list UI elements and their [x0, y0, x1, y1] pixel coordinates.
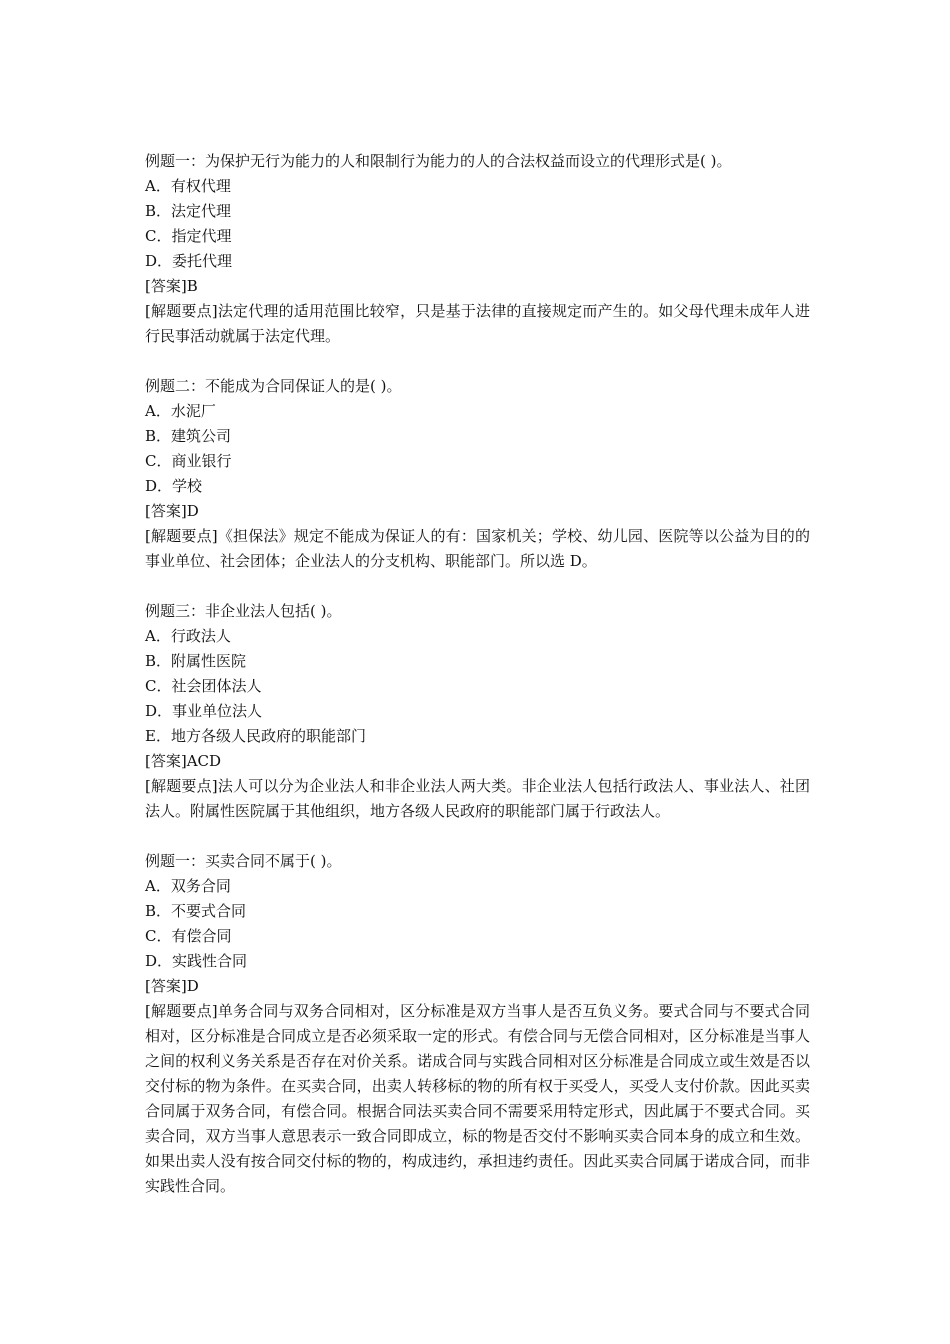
option-c: C．有偿合同 [145, 927, 232, 945]
analysis: [解题要点]法人可以分为企业法人和非企业法人两大类。非企业法人包括行政法人、事业法人、社团法人。附属性医院属于其他组织，地方各级人民政府的职能部门属于行政法人。 [145, 777, 810, 820]
question-block-2 [145, 374, 810, 574]
analysis: [解题要点]单务合同与双务合同相对，区分标准是双方当事人是否互负义务。要式合同与不要式合同相对，区分标准是合同成立是否必须采取一定的形式。有偿合同与无偿合同相对，区分标准是当事人之间的权利义务关系是否存在对价关系。诺成合同与实践合同相对区分标准是合同成立或生效是否以交付标的物为条件。在买卖合同，出卖人转移标的物的所有权于买受人，买受人支付价款。因此买卖合同属于双务合同，有偿合同。根据合同法买卖合同不需要采用特定形式，因此属于不要式合同。买卖合同，双方当事人意思表示一致合同即成立，标的物是否交付不影响买卖合同本身的成立和生效。如果出卖人没有按合同交付标的物的，构成违约，承担违约责任。因此买卖合同属于诺成合同，而非实践性合同。 [145, 1002, 810, 1195]
option-b: B．法定代理 [145, 202, 232, 220]
option-d: D．委托代理 [145, 252, 233, 270]
option-c: C．社会团体法人 [145, 677, 262, 695]
answer: [答案]B [145, 277, 198, 295]
document-body [145, 149, 810, 1224]
answer: [答案]ACD [145, 752, 222, 770]
option-c: C．商业银行 [145, 452, 232, 470]
option-d: D．事业单位法人 [145, 702, 263, 720]
option-a: A．有权代理 [145, 177, 231, 195]
option-b: B．建筑公司 [145, 427, 232, 445]
answer: [答案]D [145, 977, 199, 995]
analysis: [解题要点]法定代理的适用范围比较窄，只是基于法律的直接规定而产生的。如父母代理未成年人进行民事活动就属于法定代理。 [145, 302, 810, 345]
question-block-4 [145, 849, 810, 1199]
option-c: C．指定代理 [145, 227, 232, 245]
answer: [答案]D [145, 502, 199, 520]
question-stem: 例题三：非企业法人包括( )。 [145, 602, 342, 620]
option-e: E．地方各级人民政府的职能部门 [145, 727, 366, 745]
question-stem: 例题二：不能成为合同保证人的是( )。 [145, 377, 402, 395]
question-block-1 [145, 149, 810, 349]
option-b: B．不要式合同 [145, 902, 247, 920]
question-block-3 [145, 599, 810, 824]
question-stem: 例题一：为保护无行为能力的人和限制行为能力的人的合法权益而设立的代理形式是( )。 [145, 152, 732, 170]
option-a: A．双务合同 [145, 877, 231, 895]
option-a: A．行政法人 [145, 627, 231, 645]
analysis: [解题要点]《担保法》规定不能成为保证人的有：国家机关；学校、幼儿园、医院等以公益为目的的事业单位、社会团体；企业法人的分支机构、职能部门。所以选 D。 [145, 527, 810, 570]
option-a: A．水泥厂 [145, 402, 216, 420]
question-stem: 例题一：买卖合同不属于( )。 [145, 852, 342, 870]
option-b: B．附属性医院 [145, 652, 247, 670]
option-d: D．实践性合同 [145, 952, 248, 970]
option-d: D．学校 [145, 477, 203, 495]
